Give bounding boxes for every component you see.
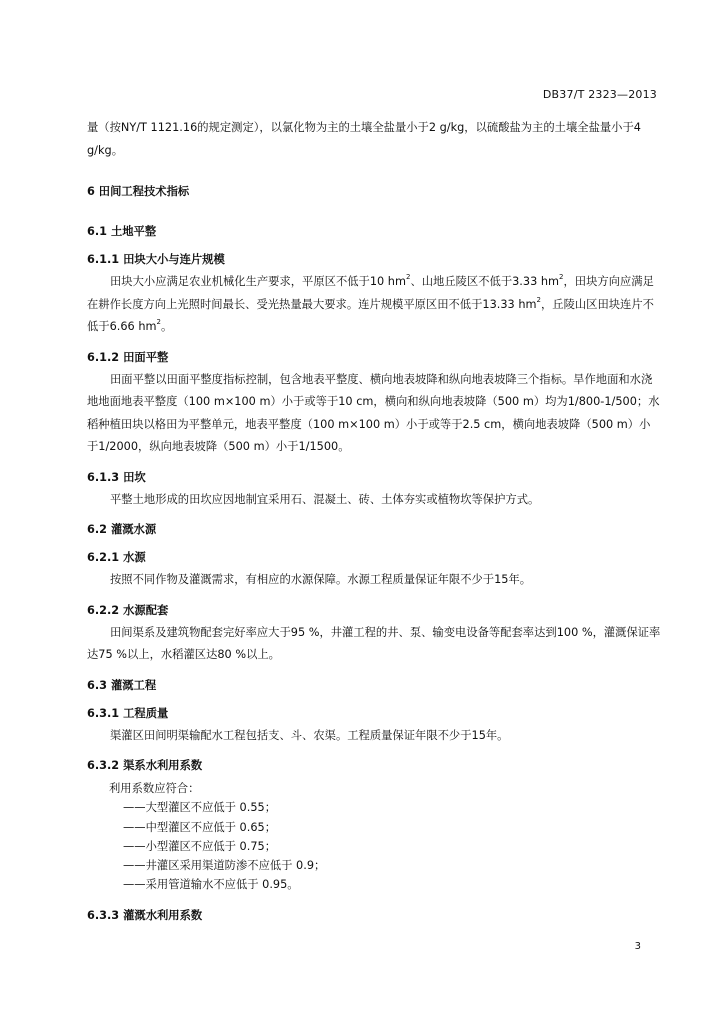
section-6-1-3-heading: 6.1.3 田坎 bbox=[87, 470, 146, 484]
section-6-1-1-heading: 6.1.1 田块大小与连片规模 bbox=[87, 253, 225, 266]
list-item: ——小型灌区不应低于 0.75； bbox=[123, 839, 277, 853]
section-6-2-1-text: 按照不同作物及灌溉需求，有相应的水源保障。水源工程质量保证年限不少于15年。 bbox=[110, 573, 532, 586]
list-item: ——大型灌区不应低于 0.55； bbox=[123, 801, 277, 815]
section-6-3-1-heading: 6.3.1 工程质量 bbox=[87, 706, 169, 720]
page-content bbox=[87, 117, 661, 923]
section-6-1-2-heading: 6.1.2 田面平整 bbox=[87, 350, 169, 364]
section-6-3-heading: 6.3 灌溉工程 bbox=[87, 678, 157, 692]
section-6-heading: 6 田间工程技术指标 bbox=[87, 185, 190, 198]
section-6-2-1-heading: 6.2.1 水源 bbox=[87, 551, 146, 564]
section-6-3-2-lead: 利用系数应符合： bbox=[109, 782, 200, 795]
page-number: 3 bbox=[634, 941, 641, 952]
section-6-1-heading: 6.1 土地平整 bbox=[87, 225, 157, 238]
section-6-1-3-text: 平整土地形成的田坎应因地制宜采用石、混凝土、砖、土体夯实或植物坎等保护方式。 bbox=[110, 492, 540, 506]
coefficient-list bbox=[87, 798, 661, 894]
section-6-3-1-text: 渠灌区田间明渠输配水工程包括支、斗、农渠。工程质量保证年限不少于15年。 bbox=[110, 728, 509, 742]
intro-paragraph: 量（按NY/T 1121.16的规定测定），以氯化物为主的土壤全盐量小于2 g/kg，以硫酸盐为主的土壤全盐量小于4 g/kg。 bbox=[87, 121, 641, 157]
list-item: ——井灌区采用渠道防渗不应低于 0.9； bbox=[123, 859, 326, 873]
section-6-3-3-heading: 6.3.3 灌溉水利用系数 bbox=[87, 908, 203, 922]
list-item: ——采用管道输水不应低于 0.95。 bbox=[123, 878, 299, 892]
section-6-2-2-heading: 6.2.2 水源配套 bbox=[87, 603, 169, 617]
section-6-1-2-text: 田面平整以田面平整度指标控制，包含地表平整度、横向地表坡降和纵向地表坡降三个指标。旱作地面和水浇地地面地表平整度（100 m×100 m）小于或等于10 cm，横向和纵向地表坡降（500 m）均为1/800-1/500；水稻种植田块以格田为平整单元，地表平整度（100 m×100 m）小于或等于2.5 cm，横向地表坡降（500 m）小于1/2000，纵向地表坡降（500 m）小于1/1500。 bbox=[87, 372, 660, 453]
standard-code: DB37/T 2323—2013 bbox=[542, 88, 657, 101]
list-item: ——中型灌区不应低于 0.65； bbox=[123, 820, 277, 834]
section-6-3-2-heading: 6.3.2 渠系水利用系数 bbox=[87, 759, 203, 772]
section-6-2-2-text: 田间渠系及建筑物配套完好率应大于95 %，井灌工程的井、泵、输变电设备等配套率达到100 %，灌溉保证率达75 %以上，水稻灌区达80 %以上。 bbox=[87, 625, 661, 661]
section-6-1-1-text: 田块大小应满足农业机械化生产要求，平原区不低于10 $hm^2$、山地丘陵区不低于3.33 $hm^2$，田块方向应满足在耕作长度方向上光照时间最长、受光热量最大要求。连片规模平原区田不低于13.33 $hm^2$，丘陵山区田块连片不低于6.66 $hm^2$。 bbox=[87, 273, 654, 333]
section-6-2-heading: 6.2 灌溉水源 bbox=[87, 523, 157, 536]
